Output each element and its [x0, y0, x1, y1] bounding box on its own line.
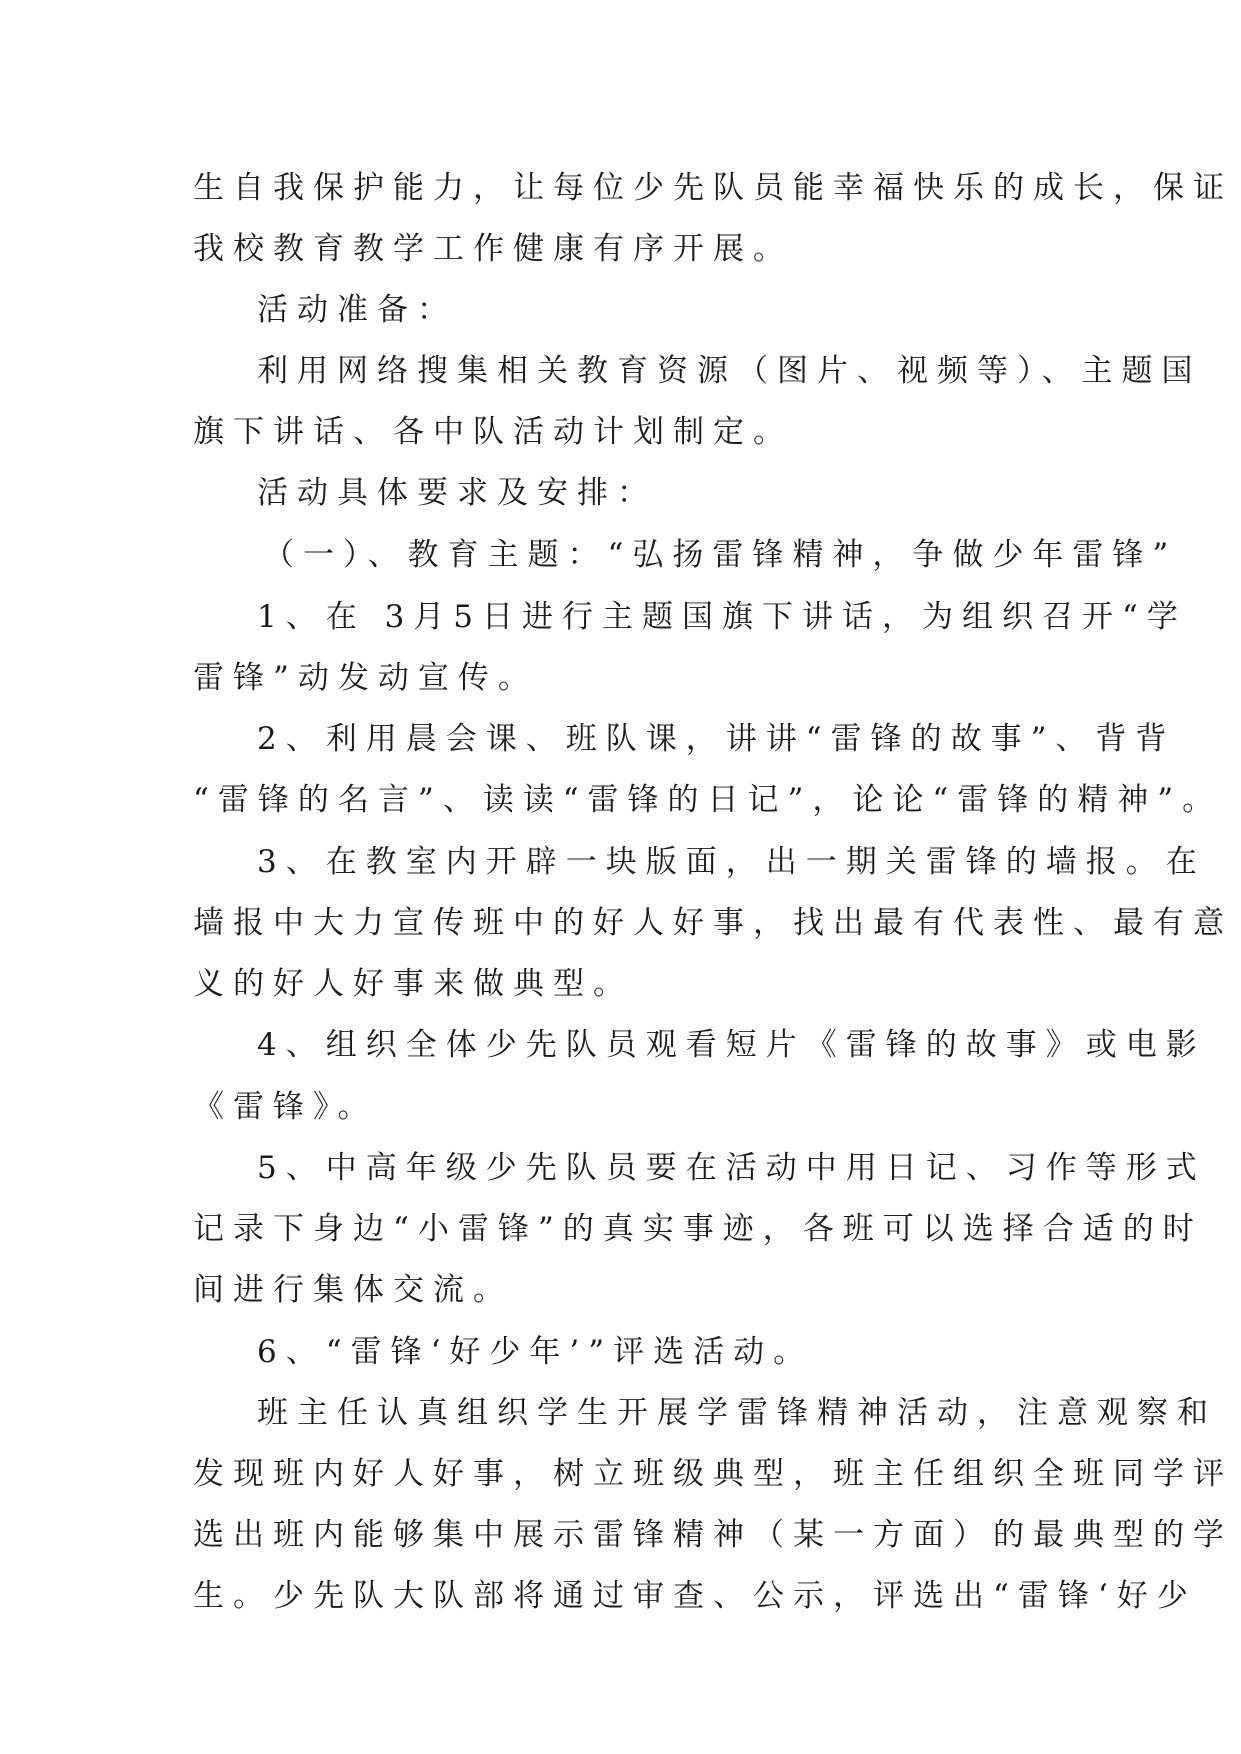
text-line: 生。少先队大队部将通过审查、公示，评选出“雷锋‘好少	[193, 1578, 1197, 1614]
text-line: 《雷锋》。	[193, 1089, 378, 1125]
text-line: 1、在 3月5日进行主题国旗下讲话，为组织召开“学	[257, 599, 1187, 635]
text-line: 发现班内好人好事，树立班级典型，班主任组织全班同学评	[193, 1456, 1233, 1492]
text-line: 雷锋”动发动宣传。	[193, 660, 538, 696]
text-line: （一）、教育主题：“弘扬雷锋精神，争做少年雷锋”	[263, 537, 1178, 573]
text-line: 间进行集体交流。	[193, 1272, 513, 1308]
text-line: 选出班内能够集中展示雷锋精神（某一方面）的最典型的学	[193, 1517, 1233, 1553]
text-line: 班主任认真组织学生开展学雷锋精神活动，注意观察和	[257, 1395, 1217, 1431]
text-line: 3、在教室内开辟一块版面，出一期关雷锋的墙报。在	[257, 844, 1206, 880]
text-line: 我校教育教学工作健康有序开展。	[193, 231, 793, 267]
text-line: 义的好人好事来做典型。	[193, 966, 633, 1002]
text-line: 6、“雷锋‘好少年’”评选活动。	[257, 1334, 814, 1370]
text-line: “雷锋的名言”、读读“雷锋的日记”，论论“雷锋的精神”。	[193, 782, 1223, 818]
text-line: 5、中高年级少先队员要在活动中用日记、习作等形式	[257, 1150, 1206, 1186]
text-line: 旗下讲话、各中队活动计划制定。	[193, 414, 793, 450]
text-line: 活动具体要求及安排：	[257, 475, 657, 511]
text-line: 利用网络搜集相关教育资源（图片、视频等）、主题国	[257, 353, 1202, 389]
text-line: 2、利用晨会课、班队课，讲讲“雷锋的故事”、背背	[257, 721, 1176, 757]
text-line: 记录下身边“小雷锋”的真实事迹，各班可以选择合适的时	[193, 1211, 1203, 1247]
text-line: 墙报中大力宣传班中的好人好事，找出最有代表性、最有意	[193, 905, 1233, 941]
text-line: 活动准备：	[257, 292, 457, 328]
text-line: 4、组织全体少先队员观看短片《雷锋的故事》或电影	[257, 1027, 1206, 1063]
text-line: 生自我保护能力，让每位少先队员能幸福快乐的成长，保证	[193, 170, 1233, 206]
